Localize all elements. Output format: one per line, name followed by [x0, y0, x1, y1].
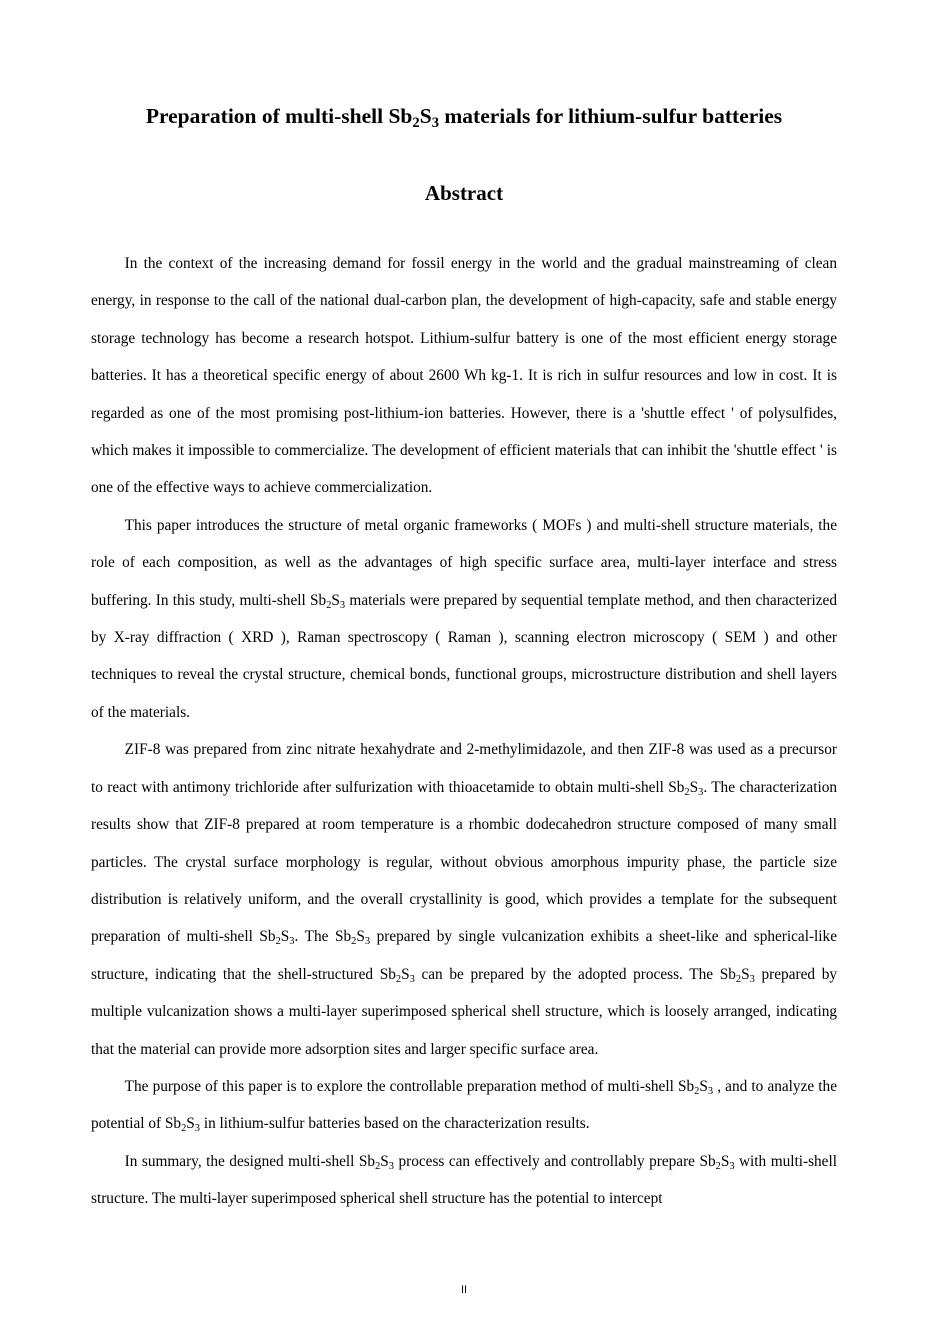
paragraph-text: In summary, the designed multi-shell Sb — [124, 1152, 376, 1170]
paragraph-text: , and to analyze the potential of Sb — [91, 1077, 837, 1133]
paragraph-text: S — [186, 1115, 195, 1133]
formula-subscript: 2 — [181, 1123, 187, 1135]
paragraph-text: S — [699, 1077, 708, 1095]
paragraph-text: prepared by multiple vulcanization shows a multi-layer superimposed spherical shell structure, which is loosely arranged, indicating that the material can provide more adsorption sites and larger specific surface area. — [91, 965, 837, 1058]
paragraph-text: materials were prepared by sequential template method, and then characterized by X-ray diffraction ( XRD ), Raman spectroscopy ( Raman ), scanning electron microscopy ( SEM ) and other techniques to reveal the crystal structure, chemical bonds, functional groups, microstructure distribution and shell layers of the materials. — [91, 591, 837, 721]
formula-subscript: 3 — [707, 1085, 714, 1097]
page-number: II — [460, 1284, 468, 1296]
abstract-paragraph — [91, 1068, 837, 1143]
paragraph-text: can be prepared by the adopted process. The Sb — [414, 965, 736, 983]
title-subscript-3: 3 — [431, 115, 439, 132]
title-subscript-2: 2 — [412, 115, 420, 132]
paragraph-text: S — [720, 1152, 730, 1170]
formula-subscript: 3 — [194, 1123, 200, 1135]
formula-subscript: 3 — [289, 936, 295, 948]
title-text-start: Preparation of multi-shell Sb — [145, 104, 413, 128]
formula-subscript: 2 — [715, 1160, 721, 1172]
paragraph-text: prepared by single vulcanization exhibits a sheet-like and spherical-like structure, indicating that the shell-structured Sb — [91, 928, 837, 983]
paragraph-text: . The characterization results show that ZIF-8 prepared at room temperature is a rhombic dodecahedron structure composed of many small particles. The crystal surface morphology is regular, without obvious amorphous impurity phase, the particle size distribution is relatively uniform, and the overall crystallinity is good, which provides a template for the subsequent preparation of multi-shell Sb — [91, 778, 838, 946]
paragraph-text: S — [356, 928, 365, 946]
paragraph-text: S — [401, 965, 410, 983]
paragraph-text: process can effectively and controllably prepare Sb — [394, 1152, 716, 1170]
title-text-end: materials for lithium-sulfur batteries — [439, 104, 783, 128]
paragraph-text: with multi-shell structure. The multi-layer superimposed spherical shell structure has the potential to intercept — [91, 1152, 837, 1208]
abstract-paragraph — [91, 245, 837, 507]
formula-subscript: 2 — [275, 936, 281, 948]
paragraph-text: S — [380, 1152, 389, 1170]
formula-subscript: 3 — [749, 973, 755, 985]
paragraph-text: This paper introduces the structure of metal organic frameworks ( MOFs ) and multi-shell structure materials, the role of each composition, as well as the advantages of high specific surface area, multi-layer interface and stress buffering. In this study, multi-shell Sb — [91, 516, 837, 609]
formula-subscript: 2 — [375, 1160, 381, 1172]
paragraph-text: S — [331, 591, 340, 609]
abstract-body — [91, 245, 837, 1218]
formula-subscript: 2 — [351, 936, 357, 948]
abstract-heading: Abstract — [424, 181, 504, 205]
formula-subscript: 3 — [698, 786, 704, 798]
abstract-paragraph — [91, 507, 837, 731]
formula-subscript: 2 — [735, 973, 742, 985]
formula-subscript: 3 — [729, 1160, 735, 1172]
formula-subscript: 3 — [364, 936, 371, 948]
paragraph-text: The purpose of this paper is to explore the controllable preparation method of multi-shell Sb — [124, 1077, 695, 1095]
paragraph-text: S — [280, 928, 290, 946]
paragraph-text: . The Sb — [294, 928, 352, 946]
title-text-s: S — [419, 104, 432, 128]
formula-subscript: 3 — [388, 1160, 394, 1172]
abstract-paragraph — [91, 1143, 837, 1218]
paragraph-text: in lithium-sulfur batteries based on the characterization results. — [200, 1115, 590, 1133]
paragraph-text: ZIF-8 was prepared from zinc nitrate hexahydrate and 2-methylimidazole, and then ZIF-8 was used as a precursor to react with antimony trichloride after sulfurization with thioacetamide to obtain multi-shell Sb — [91, 741, 837, 796]
formula-subscript: 3 — [409, 973, 415, 985]
formula-subscript: 2 — [684, 786, 690, 798]
formula-subscript: 3 — [339, 599, 346, 611]
formula-subscript: 2 — [326, 599, 332, 611]
formula-subscript: 2 — [694, 1085, 700, 1097]
document-title — [0, 101, 928, 131]
formula-subscript: 2 — [395, 973, 402, 985]
abstract-paragraph — [91, 731, 837, 1068]
paragraph-text: In the context of the increasing demand for fossil energy in the world and the gradual mainstreaming of clean energy, in response to the call of the national dual-carbon plan, the development of high-capacity, safe and stable energy storage technology has become a research hotspot. Lithium-sulfur battery is one of the most efficient energy storage batteries. It has a theoretical specific energy of about 2600 Wh kg-1. It is rich in sulfur resources and low in cost. It is regarded as one of the most promising post-lithium-ion batteries. However, there is a 'shuttle effect ' of polysulfides, which makes it impossible to commercialize. The development of efficient materials that can inhibit the 'shuttle effect ' is one of the effective ways to achieve commercialization. — [91, 255, 837, 497]
paragraph-text: S — [689, 778, 699, 796]
paragraph-text: S — [741, 965, 750, 983]
